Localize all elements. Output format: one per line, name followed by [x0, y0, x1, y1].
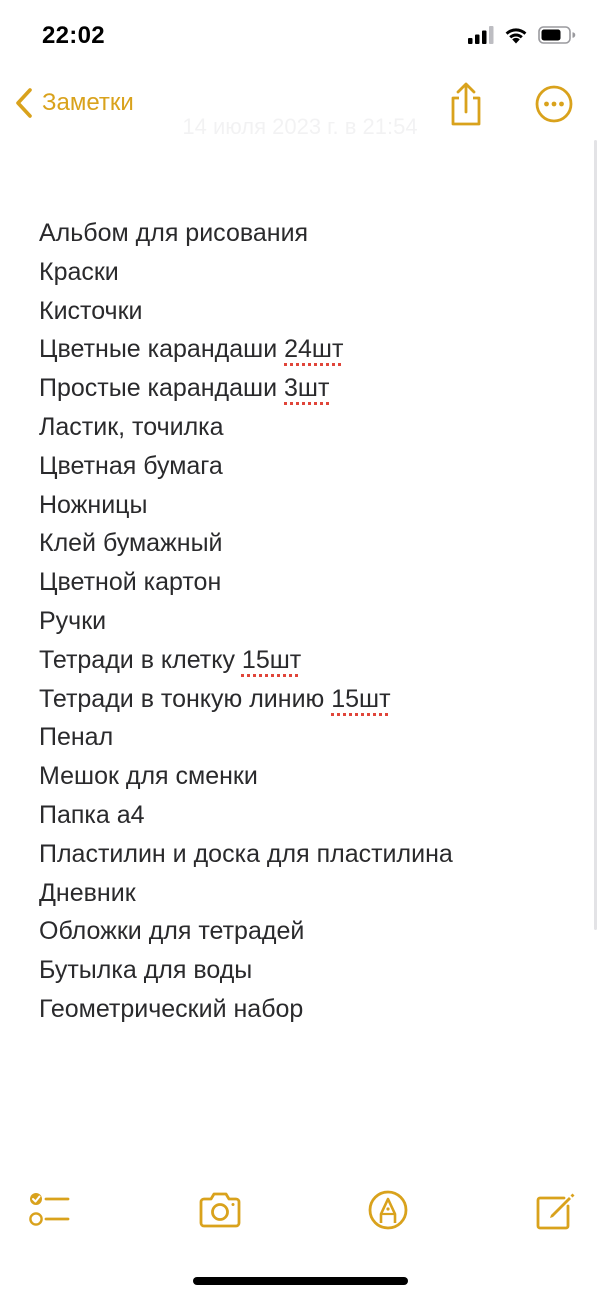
back-label: Заметки: [42, 89, 134, 116]
note-line-text: Дневник: [39, 878, 136, 907]
note-line[interactable]: [39, 602, 579, 641]
note-line[interactable]: [39, 292, 579, 331]
note-line-text: Цветная бумага: [39, 451, 223, 480]
note-body[interactable]: [39, 214, 579, 1029]
note-line-text: Тетради в тонкую линию: [39, 684, 332, 713]
note-line-text: Цветные карандаши: [39, 335, 285, 364]
note-line-text: Простые карандаши: [39, 374, 285, 403]
note-line-text: Альбом для рисования: [39, 219, 309, 247]
note-line[interactable]: [39, 563, 579, 602]
compose-icon: [534, 1188, 578, 1232]
note-line-text: Цветной картон: [39, 568, 222, 597]
note-line-text: Бутылка для воды: [39, 956, 253, 985]
camera-button[interactable]: [198, 1188, 242, 1232]
note-line[interactable]: [39, 990, 579, 1029]
cellular-signal-icon: [468, 26, 494, 44]
note-line[interactable]: [39, 951, 579, 990]
battery-icon: [538, 26, 576, 44]
back-button[interactable]: [12, 86, 134, 120]
note-line-text: Пластилин и доска для пластилина: [39, 839, 453, 868]
nav-bar: [0, 80, 600, 139]
scroll-indicator[interactable]: [594, 140, 597, 930]
wifi-icon: [504, 26, 528, 44]
spellcheck-flagged-word[interactable]: 3шт: [284, 374, 330, 403]
note-line[interactable]: [39, 524, 579, 563]
note-line-text: Клей бумажный: [39, 529, 223, 558]
home-indicator[interactable]: [193, 1277, 408, 1285]
note-line-text: Тетради в клетку: [39, 645, 242, 674]
note-line-text: Папка а4: [39, 800, 145, 829]
spellcheck-flagged-word[interactable]: 15шт: [241, 645, 302, 674]
note-line[interactable]: [39, 912, 579, 951]
note-line-text: Пенал: [39, 723, 114, 752]
note-date: 14 июля 2023 г. в 21:54: [182, 114, 418, 139]
share-icon: [446, 82, 486, 128]
note-line[interactable]: [39, 486, 579, 525]
note-line-text: Геометрический набор: [39, 994, 304, 1023]
share-button[interactable]: [446, 82, 486, 128]
note-line[interactable]: [39, 253, 579, 292]
markup-button[interactable]: [366, 1188, 410, 1232]
compose-button[interactable]: [534, 1188, 578, 1232]
note-line-text: Кисточки: [39, 296, 143, 325]
checklist-icon: [28, 1188, 72, 1232]
note-line[interactable]: [39, 835, 579, 874]
more-icon: [534, 84, 574, 124]
checklist-button[interactable]: [28, 1188, 72, 1232]
note-line-text: Мешок для сменки: [39, 762, 258, 791]
note-line[interactable]: [39, 330, 579, 369]
spellcheck-flagged-word[interactable]: 24шт: [284, 335, 344, 364]
bottom-toolbar: [0, 1188, 600, 1236]
note-line[interactable]: [39, 680, 579, 719]
status-bar: [0, 0, 600, 72]
note-line-text: Ножницы: [39, 490, 148, 519]
note-line-text: Обложки для тетрадей: [39, 917, 305, 946]
note-line-text: Краски: [39, 257, 119, 286]
note-line[interactable]: [39, 641, 579, 680]
note-line[interactable]: [39, 874, 579, 913]
note-line-text: Ручки: [39, 606, 107, 635]
note-line[interactable]: [39, 757, 579, 796]
note-line[interactable]: [39, 718, 579, 757]
camera-icon: [198, 1188, 242, 1232]
note-line-text: Ластик, точилка: [39, 412, 224, 441]
note-line[interactable]: [39, 408, 579, 447]
chevron-left-icon: [12, 86, 36, 120]
more-button[interactable]: [534, 84, 574, 124]
status-icons: [468, 26, 576, 44]
note-line[interactable]: [39, 447, 579, 486]
markup-pen-icon: [366, 1188, 410, 1232]
status-time: 22:02: [42, 22, 105, 49]
note-line[interactable]: [39, 369, 579, 408]
spellcheck-flagged-word[interactable]: 15шт: [331, 684, 391, 713]
note-line[interactable]: [39, 214, 579, 253]
note-line[interactable]: [39, 796, 579, 835]
